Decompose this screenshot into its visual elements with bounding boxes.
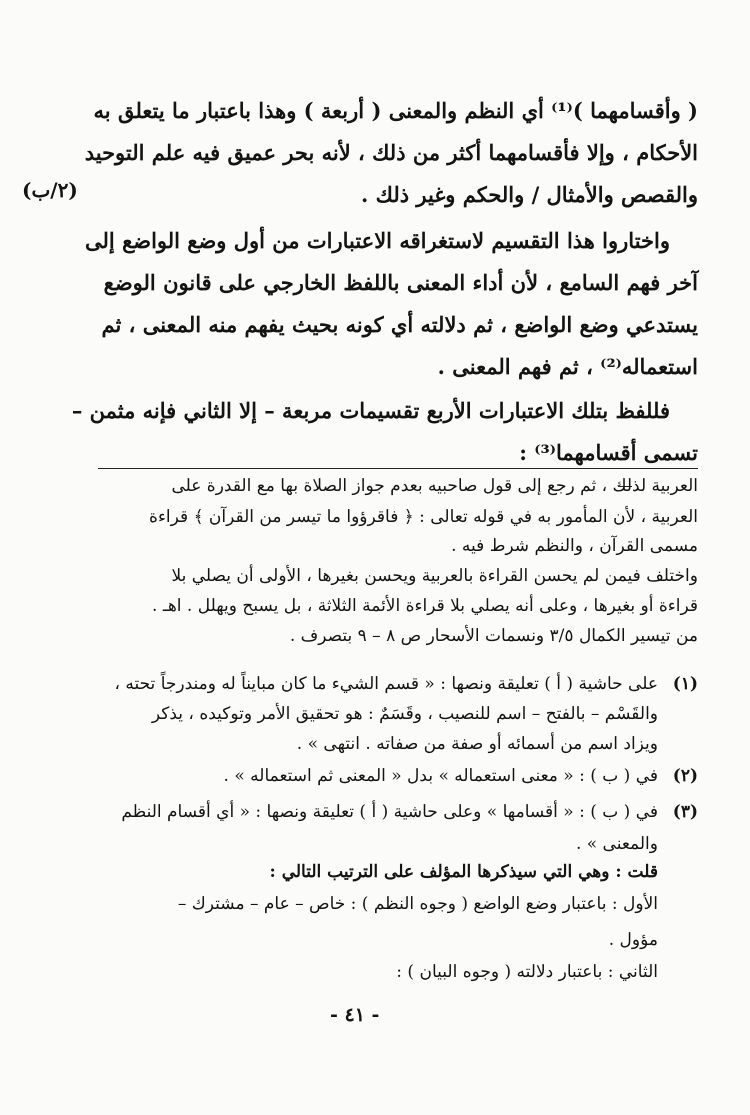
margin-folio-note: (٢/ب) [22, 178, 78, 202]
body-line-4: واختاروا هذا التقسيم لاستغراقه الاعتبارات من أول وضع الواضع إلى [85, 228, 670, 253]
footnote-1-line-1: على حاشية ( أ ) تعليقة ونصها : « قسم الشيء ما كان مبايناً له ومندرجاً تحته ، [114, 674, 658, 694]
body-line-7: استعماله⁽²⁾ ، ثم فهم المعنى . [437, 354, 698, 379]
footnote-cont-line-6: من تيسير الكمال ٣/٥ ونسمات الأسحار ص ٨ – ٩ بتصرف . [289, 626, 698, 646]
footnote-number-2: (٢) [672, 766, 698, 786]
body-line-3: والقصص والأمثال / والحكم وغير ذلك . [361, 182, 698, 207]
footnote-2-line-1: في ( ب ) : « معنى استعماله » بدل « المعنى ثم استعماله » . [223, 766, 658, 786]
footnote-cont-line-2: العربية ، لأن المأمور به في قوله تعالى : ﴿ فاقرؤوا ما تيسر من القرآن ﴾ قراءة [149, 507, 698, 527]
footnote-cont-line-4: واختلف فيمن لم يحسن القراءة بالعربية ويحسن بغيرها ، الأولى أن يصلي بلا [171, 566, 698, 586]
body-line-2: الأحكام ، وإلا فأقسامهما أكثر من ذلك ، لأنه بحر عميق فيه علم التوحيد [84, 140, 698, 165]
footnote-3-line-4: الأول : باعتبار وضع الواضع ( وجوه النظم ) : خاص – عام – مشترك – [177, 894, 658, 914]
footnote-cont-line-5: قراءة أو بغيرها ، وعلى أنه يصلي بلا قراءة الأئمة الثلاثة ، بل يسبح ويهلل . اهـ . [152, 596, 698, 616]
footnote-number-1: (١) [672, 674, 698, 694]
body-line-8: فللفظ بتلك الاعتبارات الأربع تقسيمات مربعة – إلا الثاني فإنه مثمن – [71, 398, 670, 423]
body-line-9: تسمى أقسامهما⁽³⁾ : [519, 440, 698, 465]
body-line-6: يستدعي وضع الواضع ، ثم دلالته أي كونه بحيث يفهم منه المعنى ، ثم [101, 312, 698, 337]
footnote-number-3: (٣) [672, 802, 698, 822]
footnote-3-line-1: في ( ب ) : « أقسامها » وعلى حاشية ( أ ) تعليقة ونصها : « أي أقسام النظم [121, 802, 658, 822]
footnote-1-line-3: ويزاد اسم من أسمائه أو صفة من صفاته . انتهى » . [296, 734, 658, 754]
page-number: - ٤١ - [330, 1004, 380, 1026]
footnote-cont-line-3: مسمى القرآن ، والنظم شرط فيه . [451, 536, 698, 556]
footnote-cont-line-1: العربية لذلك ، ثم رجع إلى قول صاحبيه بعدم جواز الصلاة بها مع القدرة على [171, 476, 698, 496]
footnote-separator [98, 468, 698, 469]
footnote-3-line-5: مؤول . [608, 930, 658, 950]
body-line-5: آخر فهم السامع ، لأن أداء المعنى باللفظ الخارجي على قانون الوضع [103, 270, 698, 295]
footnote-1-line-2: والقَسْم – بالفتح – اسم للنصيب ، وقَسَمٌ : هو تحقيق الأمر وتوكيده ، يذكر [151, 704, 658, 724]
footnote-3-line-2: والمعنى » . [575, 834, 658, 854]
body-line-1: ( وأقسامهما )⁽¹⁾ أي النظم والمعنى ( أربعة ) وهذا باعتبار ما يتعلق به [93, 98, 698, 123]
footnote-3-line-3: قلت : وهي التي سيذكرها المؤلف على الترتيب التالي : [269, 862, 658, 882]
footnote-3-line-6: الثاني : باعتبار دلالته ( وجوه البيان ) : [396, 962, 658, 982]
